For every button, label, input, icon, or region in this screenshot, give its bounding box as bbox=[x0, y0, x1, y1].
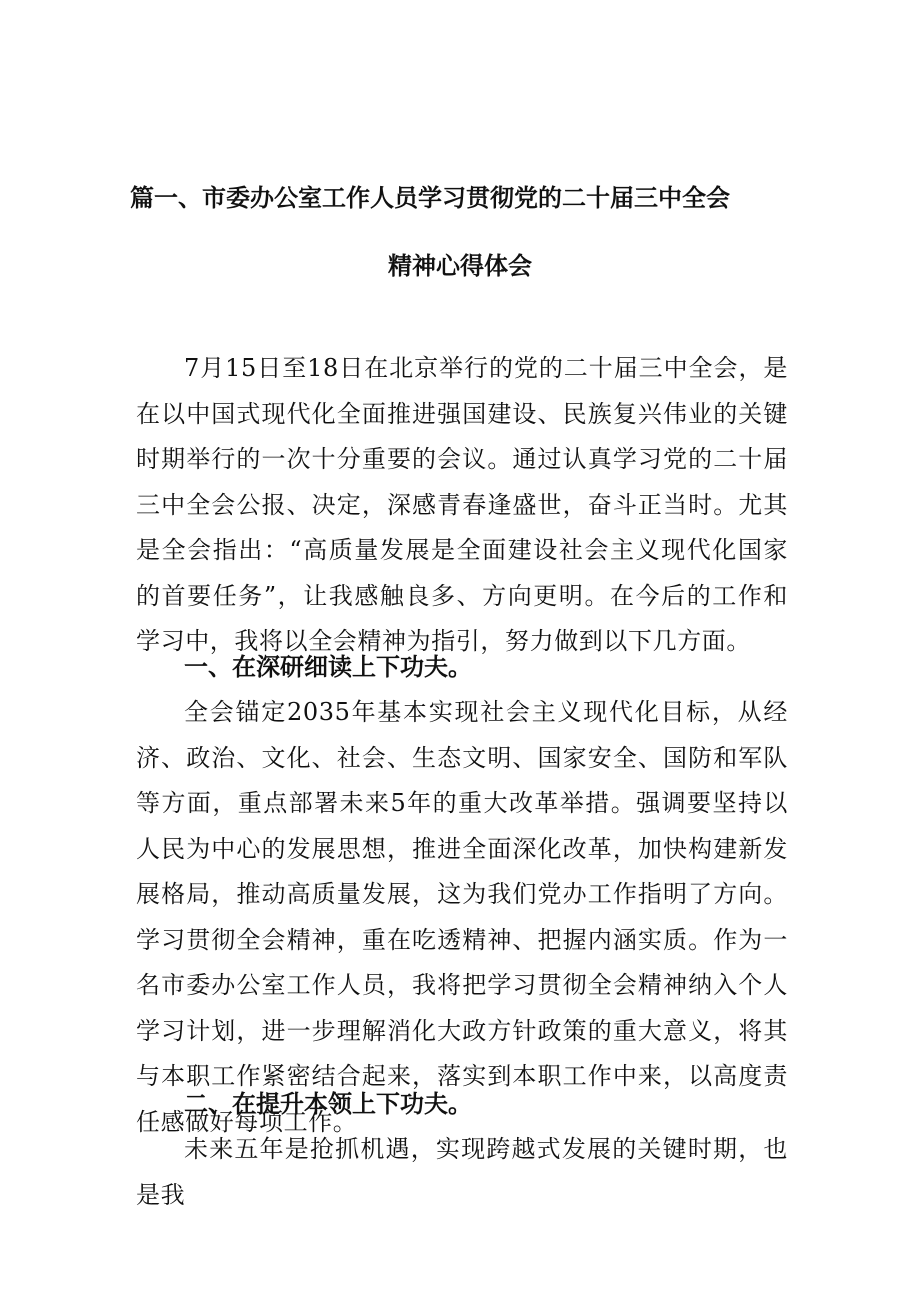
body-paragraph-1: 7月15日至18日在北京举行的党的二十届三中全会，是在以中国式现代化全面推进强国建设、民族复兴伟业的关键时期举行的一次十分重要的会议。通过认真学习党的二十届三中全会公报、决定，深感青春逢盛世，奋斗正当时。尤其是全会指出：“高质量发展是全面建设社会主义现代化国家的首要任务”，让我感触良多、方向更明。在今后的工作和学习中，我将以全会精神为指引，努力做到以下几方面。 bbox=[136, 354, 788, 655]
section-heading-2: 二、在提升本领上下功夫。 bbox=[184, 1090, 472, 1118]
document-title-line-1: 篇一、市委办公室工作人员学习贯彻党的二十届三中全会 bbox=[130, 184, 730, 212]
body-paragraph-2: 全会锚定2035年基本实现社会主义现代化目标，从经济、政治、文化、社会、生态文明、国家安全、国防和军队等方面，重点部署未来5年的重大改革举措。强调要坚持以人民为中心的发展思想，推进全面深化改革，加快构建新发展格局，推动高质量发展，这为我们党办工作指明了方向。学习贯彻全会精神，重在吃透精神、把握内涵实质。作为一名市委办公室工作人员，我将把学习贯彻全会精神纳入个人学习计划，进一步理解消化大政方针政策的重大意义，将其与本职工作紧密结合起来，落实到本职工作中来，以高度责任感做好每项工作。 bbox=[136, 698, 788, 1136]
document-title-line-2: 精神心得体会 bbox=[388, 252, 532, 280]
section-heading-1: 一、在深研细读上下功夫。 bbox=[184, 653, 472, 681]
body-paragraph-3: 未来五年是抢抓机遇，实现跨越式发展的关键时期，也是我 bbox=[136, 1135, 788, 1209]
